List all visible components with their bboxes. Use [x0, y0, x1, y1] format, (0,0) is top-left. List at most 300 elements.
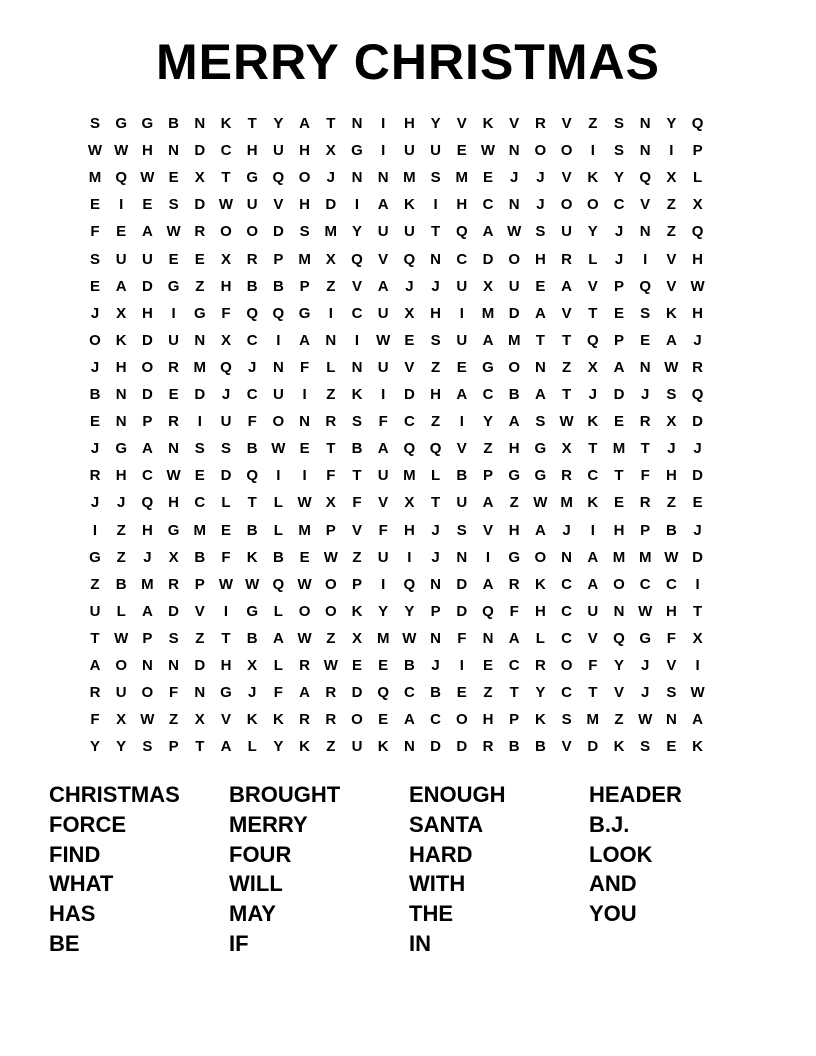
- grid-letter: S: [430, 331, 441, 349]
- grid-letter: F: [378, 413, 388, 431]
- grid-letter: E: [220, 521, 231, 539]
- grid-letter: E: [640, 331, 651, 349]
- grid-letter: K: [220, 115, 232, 132]
- grid-letter: J: [641, 684, 650, 702]
- word-list-item: AND: [589, 871, 637, 897]
- grid-letter: V: [561, 169, 572, 187]
- grid-letter: O: [324, 575, 337, 593]
- grid-letter: Q: [639, 169, 652, 187]
- grid-letter: B: [194, 548, 206, 566]
- grid-letter: T: [221, 169, 231, 187]
- grid-letter: H: [692, 250, 704, 268]
- grid-letter: Q: [403, 250, 416, 268]
- grid-row: [82, 381, 742, 408]
- grid-letter: O: [298, 602, 311, 620]
- grid-letter: F: [326, 467, 336, 485]
- grid-letter: U: [508, 277, 520, 295]
- grid-letter: V: [640, 196, 651, 214]
- grid-letter: C: [613, 196, 625, 214]
- grid-letter: J: [641, 386, 650, 403]
- grid-letter: I: [92, 521, 98, 539]
- grid-letter: J: [588, 386, 597, 403]
- grid-letter: S: [561, 711, 572, 729]
- grid-letter: D: [508, 304, 520, 322]
- grid-letter: I: [302, 386, 307, 403]
- word-list-item: WITH: [409, 871, 466, 897]
- grid-letter: R: [482, 738, 494, 756]
- grid-row: [82, 489, 742, 516]
- grid-letter: N: [141, 657, 153, 674]
- grid-letter: C: [482, 196, 494, 214]
- grid-letter: D: [692, 413, 704, 431]
- grid-letter: H: [220, 277, 232, 295]
- grid-letter: E: [613, 413, 624, 431]
- grid-letter: N: [325, 331, 337, 349]
- grid-letter: U: [430, 142, 442, 160]
- grid-row: [82, 273, 742, 300]
- grid-letter: A: [403, 711, 415, 729]
- grid-letter: Q: [586, 331, 599, 349]
- grid-letter: L: [247, 738, 257, 756]
- grid-letter: Z: [116, 548, 126, 566]
- grid-letter: D: [351, 684, 363, 702]
- grid-letter: E: [456, 684, 467, 702]
- grid-letter: X: [220, 250, 231, 268]
- grid-letter: M: [141, 575, 154, 593]
- grid-letter: M: [193, 521, 207, 539]
- grid-letter: A: [220, 738, 232, 756]
- grid-letter: V: [561, 304, 572, 322]
- grid-letter: R: [168, 575, 180, 593]
- grid-letter: G: [534, 467, 547, 485]
- grid-letter: N: [639, 223, 651, 241]
- grid-letter: D: [141, 331, 153, 349]
- grid-letter: V: [456, 440, 467, 458]
- grid-letter: A: [482, 331, 494, 349]
- grid-letter: H: [430, 386, 442, 403]
- grid-letter: G: [220, 684, 232, 702]
- grid-letter: I: [695, 575, 700, 593]
- grid-letter: L: [273, 657, 283, 674]
- grid-letter: P: [168, 738, 179, 756]
- grid-letter: A: [299, 331, 311, 349]
- grid-letter: K: [403, 196, 415, 214]
- grid-letter: P: [351, 575, 362, 593]
- word-list-item: LOOK: [589, 841, 653, 867]
- grid-letter: M: [403, 169, 416, 187]
- grid-letter: N: [115, 386, 127, 403]
- grid-letter: I: [695, 657, 700, 674]
- grid-letter: W: [559, 413, 574, 431]
- grid-letter: N: [639, 142, 651, 160]
- grid-letter: I: [590, 521, 595, 539]
- grid-letter: S: [142, 738, 153, 756]
- grid-letter: J: [405, 277, 414, 295]
- grid-letter: H: [508, 440, 520, 458]
- word-list-item: BE: [49, 930, 80, 956]
- grid-letter: J: [641, 657, 650, 674]
- grid-letter: L: [273, 494, 283, 512]
- grid-letter: E: [482, 169, 493, 187]
- grid-letter: L: [273, 602, 283, 620]
- grid-letter: X: [220, 331, 231, 349]
- grid-row: [82, 246, 742, 273]
- grid-letter: Y: [273, 738, 284, 756]
- grid-letter: U: [561, 223, 573, 241]
- grid-letter: Y: [351, 223, 362, 241]
- grid-letter: U: [377, 548, 389, 566]
- grid-letter: A: [482, 575, 494, 593]
- grid-letter: V: [194, 602, 205, 620]
- grid-row: [82, 679, 742, 706]
- grid-letter: S: [194, 440, 205, 458]
- grid-letter: J: [90, 440, 100, 458]
- grid-letter: E: [613, 304, 624, 322]
- grid-row: [82, 517, 742, 544]
- grid-letter: B: [89, 386, 101, 403]
- grid-letter: O: [560, 657, 573, 674]
- grid-letter: C: [456, 250, 468, 268]
- grid-letter: P: [273, 250, 284, 268]
- grid-row: [82, 706, 742, 733]
- grid-letter: M: [376, 629, 390, 647]
- grid-letter: D: [194, 142, 206, 160]
- grid-letter: T: [509, 684, 519, 702]
- grid-letter: W: [114, 142, 129, 160]
- grid-letter: L: [431, 467, 441, 485]
- grid-letter: A: [482, 494, 494, 512]
- grid-letter: Q: [272, 169, 285, 187]
- grid-letter: U: [456, 494, 468, 512]
- grid-letter: Q: [272, 575, 285, 593]
- grid-letter: Q: [351, 250, 363, 268]
- grid-letter: J: [693, 440, 702, 458]
- grid-letter: E: [456, 358, 467, 376]
- grid-letter: J: [614, 250, 624, 268]
- grid-letter: C: [141, 467, 153, 485]
- grid-letter: U: [377, 358, 389, 376]
- grid-letter: V: [509, 115, 520, 132]
- grid-letter: N: [194, 331, 206, 349]
- grid-row: [82, 300, 742, 327]
- grid-letter: J: [431, 548, 440, 566]
- grid-letter: V: [378, 250, 389, 268]
- grid-letter: X: [587, 358, 598, 376]
- grid-letter: F: [509, 602, 519, 620]
- grid-letter: N: [403, 738, 415, 756]
- grid-letter: G: [351, 142, 363, 160]
- grid-letter: L: [273, 521, 283, 539]
- grid-letter: Q: [429, 440, 442, 458]
- grid-letter: Q: [403, 575, 416, 593]
- grid-letter: Z: [116, 521, 126, 539]
- grid-letter: V: [456, 115, 467, 132]
- grid-letter: D: [430, 738, 442, 756]
- grid-letter: K: [692, 738, 704, 756]
- grid-letter: G: [482, 358, 494, 376]
- grid-letter: K: [351, 386, 363, 403]
- grid-letter: A: [299, 684, 311, 702]
- grid-letter: R: [246, 250, 258, 268]
- grid-letter: Y: [482, 413, 493, 431]
- grid-letter: V: [561, 738, 572, 756]
- grid-letter: B: [115, 575, 127, 593]
- grid-row: [82, 354, 742, 381]
- grid-letter: U: [377, 223, 389, 241]
- grid-letter: F: [90, 223, 100, 241]
- grid-letter: H: [456, 196, 468, 214]
- grid-letter: Q: [403, 440, 416, 458]
- word-list-item: FORCE: [49, 811, 126, 837]
- grid-letter: X: [482, 277, 493, 295]
- grid-letter: Y: [116, 738, 127, 756]
- grid-letter: L: [326, 358, 336, 376]
- word-list-item: BROUGHT: [229, 782, 341, 807]
- grid-letter: H: [534, 602, 546, 620]
- grid-letter: I: [381, 142, 386, 160]
- grid-letter: N: [194, 684, 206, 702]
- grid-letter: O: [246, 223, 259, 241]
- grid-letter: E: [535, 277, 546, 295]
- grid-letter: R: [534, 115, 546, 132]
- grid-letter: W: [323, 657, 338, 674]
- grid-letter: V: [273, 196, 284, 214]
- grid-letter: K: [587, 413, 599, 431]
- grid-letter: A: [482, 223, 494, 241]
- grid-letter: I: [381, 386, 386, 403]
- grid-letter: M: [481, 304, 495, 322]
- grid-letter: E: [404, 331, 415, 349]
- grid-letter: M: [193, 358, 207, 376]
- grid-letter: W: [376, 331, 391, 349]
- grid-letter: Q: [482, 602, 494, 620]
- grid-letter: B: [246, 521, 258, 539]
- grid-letter: K: [665, 304, 677, 322]
- grid-letter: R: [561, 250, 573, 268]
- word-column: [589, 780, 764, 929]
- grid-letter: V: [351, 521, 362, 539]
- grid-letter: S: [430, 169, 441, 187]
- grid-letter: N: [613, 602, 625, 620]
- grid-letter: U: [220, 413, 232, 431]
- grid-letter: A: [299, 115, 311, 132]
- grid-letter: G: [115, 115, 128, 132]
- grid-letter: Y: [587, 223, 598, 241]
- word-list-item: HARD: [409, 841, 473, 867]
- grid-letter: Z: [352, 548, 362, 566]
- grid-letter: E: [89, 277, 100, 295]
- grid-letter: E: [299, 440, 310, 458]
- grid-letter: E: [666, 738, 677, 756]
- grid-letter: S: [168, 629, 179, 647]
- grid-letter: I: [407, 548, 412, 566]
- grid-letter: Y: [535, 684, 546, 702]
- grid-letter: E: [116, 223, 127, 241]
- grid-letter: O: [508, 358, 521, 376]
- grid-letter: Y: [430, 115, 441, 132]
- grid-letter: Z: [614, 711, 624, 729]
- grid-letter: O: [534, 548, 547, 566]
- grid-letter: E: [482, 657, 493, 674]
- grid-letter: C: [220, 142, 232, 160]
- grid-letter: D: [272, 223, 284, 241]
- grid-letter: B: [508, 386, 520, 403]
- grid-row: [82, 164, 742, 191]
- grid-letter: V: [666, 250, 677, 268]
- grid-letter: T: [247, 494, 257, 512]
- grid-letter: S: [168, 196, 179, 214]
- grid-letter: M: [638, 548, 652, 566]
- grid-letter: E: [168, 169, 179, 187]
- grid-letter: D: [613, 386, 625, 403]
- grid-letter: U: [403, 142, 415, 160]
- grid-letter: E: [613, 494, 624, 512]
- grid-letter: P: [692, 142, 703, 160]
- grid-letter: X: [116, 304, 127, 322]
- grid-row: [82, 571, 742, 598]
- grid-letter: V: [378, 494, 389, 512]
- grid-letter: L: [116, 602, 126, 620]
- grid-letter: N: [168, 657, 180, 674]
- grid-letter: Q: [115, 169, 128, 187]
- grid-letter: G: [508, 548, 521, 566]
- grid-letter: W: [664, 358, 679, 376]
- grid-letter: N: [377, 169, 389, 187]
- grid-letter: G: [89, 548, 101, 566]
- grid-letter: W: [480, 142, 496, 160]
- grid-letter: W: [218, 575, 234, 593]
- grid-letter: J: [431, 277, 440, 295]
- grid-letter: X: [325, 142, 336, 160]
- grid-letter: Z: [666, 223, 676, 241]
- word-list-item: FIND: [49, 841, 101, 867]
- grid-letter: F: [666, 629, 676, 647]
- grid-letter: T: [535, 331, 545, 349]
- grid-letter: A: [89, 657, 101, 674]
- grid-letter: W: [402, 629, 417, 647]
- word-list-item: MERRY: [229, 811, 308, 837]
- word-list-item: HAS: [49, 901, 96, 927]
- grid-letter: S: [613, 142, 624, 160]
- grid-letter: N: [351, 169, 363, 187]
- grid-letter: C: [403, 413, 415, 431]
- grid-letter: N: [430, 629, 442, 647]
- grid-letter: U: [377, 304, 389, 322]
- word-list-item: FOUR: [229, 841, 292, 867]
- grid-letter: F: [640, 467, 650, 485]
- grid-letter: C: [403, 684, 415, 702]
- grid-letter: U: [115, 250, 127, 268]
- grid-letter: C: [561, 602, 573, 620]
- grid-letter: D: [194, 196, 206, 214]
- grid-letter: E: [299, 548, 310, 566]
- grid-letter: S: [535, 223, 546, 241]
- grid-letter: W: [638, 602, 653, 620]
- grid-letter: X: [325, 250, 336, 268]
- grid-letter: T: [431, 223, 441, 241]
- grid-letter: W: [271, 440, 286, 458]
- grid-letter: E: [168, 250, 179, 268]
- grid-letter: U: [246, 196, 258, 214]
- grid-letter: U: [272, 142, 284, 160]
- grid-letter: W: [87, 142, 103, 160]
- grid-letter: T: [352, 467, 362, 485]
- grid-letter: C: [246, 386, 258, 403]
- grid-letter: V: [482, 521, 493, 539]
- grid-letter: Z: [562, 358, 572, 376]
- grid-letter: N: [299, 413, 311, 431]
- grid-letter: T: [326, 115, 336, 132]
- grid-letter: X: [666, 169, 677, 187]
- grid-letter: B: [272, 277, 284, 295]
- grid-letter: C: [665, 575, 677, 593]
- grid-letter: B: [351, 440, 363, 458]
- grid-letter: J: [536, 169, 545, 187]
- grid-letter: A: [377, 196, 389, 214]
- grid-letter: I: [643, 250, 648, 268]
- grid-letter: O: [220, 223, 232, 241]
- grid-letter: W: [140, 169, 155, 187]
- grid-letter: Z: [431, 358, 441, 376]
- word-list-item: B.J.: [589, 811, 630, 837]
- grid-letter: R: [534, 657, 546, 674]
- grid-letter: S: [299, 223, 310, 241]
- grid-letter: M: [612, 548, 626, 566]
- grid-row: [82, 327, 742, 354]
- grid-letter: J: [248, 684, 257, 702]
- grid-letter: K: [534, 575, 546, 593]
- grid-letter: E: [194, 250, 205, 268]
- grid-letter: Q: [377, 684, 390, 702]
- grid-letter: Q: [613, 629, 625, 647]
- grid-letter: P: [482, 467, 493, 485]
- grid-letter: J: [562, 521, 571, 539]
- word-list: [49, 780, 789, 960]
- grid-letter: W: [297, 494, 312, 512]
- grid-letter: A: [508, 413, 520, 431]
- grid-letter: I: [590, 142, 595, 160]
- grid-letter: G: [534, 440, 547, 458]
- grid-letter: J: [117, 494, 126, 512]
- grid-letter: X: [194, 711, 205, 729]
- grid-letter: A: [692, 711, 704, 729]
- word-list-item: HEADER: [589, 782, 682, 807]
- grid-letter: D: [587, 738, 599, 756]
- grid-letter: H: [299, 142, 311, 160]
- grid-row: [82, 544, 742, 571]
- grid-letter: B: [665, 521, 677, 539]
- grid-letter: J: [248, 358, 257, 376]
- grid-letter: J: [693, 331, 702, 349]
- grid-letter: J: [510, 169, 519, 187]
- grid-letter: O: [298, 169, 311, 187]
- grid-letter: R: [692, 358, 704, 376]
- grid-letter: F: [588, 657, 598, 674]
- grid-letter: H: [403, 521, 415, 539]
- grid-letter: Q: [691, 386, 704, 403]
- grid-letter: Y: [666, 115, 677, 132]
- grid-letter: Q: [639, 277, 652, 295]
- grid-letter: I: [276, 331, 281, 349]
- grid-letter: I: [197, 413, 202, 431]
- grid-letter: I: [669, 142, 674, 160]
- grid-letter: C: [194, 494, 206, 512]
- grid-letter: B: [246, 440, 258, 458]
- grid-letter: Q: [246, 467, 259, 485]
- grid-letter: T: [640, 440, 650, 458]
- grid-row: [82, 733, 742, 760]
- grid-letter: I: [276, 467, 281, 485]
